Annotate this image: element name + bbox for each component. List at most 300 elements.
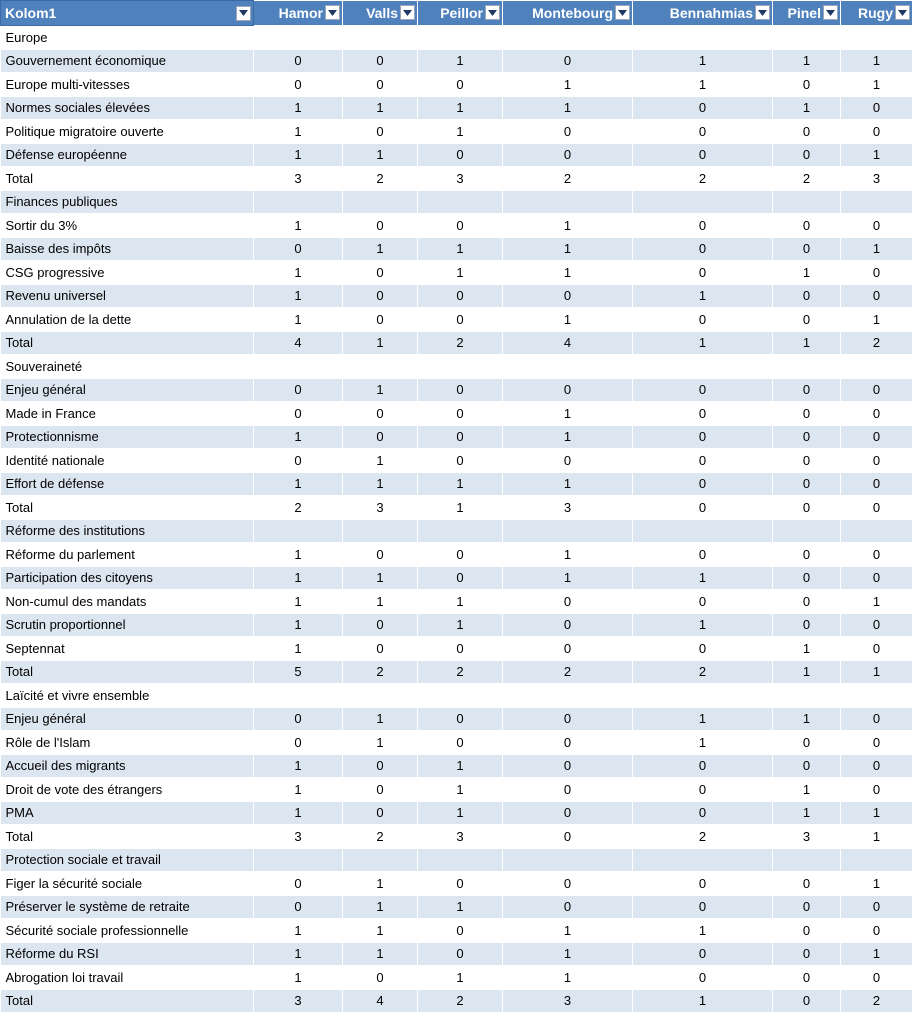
- value-cell[interactable]: 0: [343, 284, 418, 308]
- value-cell[interactable]: 1: [343, 872, 418, 896]
- value-cell[interactable]: 0: [773, 895, 841, 919]
- column-header-bennahmias[interactable]: [633, 1, 773, 26]
- value-cell[interactable]: 1: [418, 778, 503, 802]
- value-cell[interactable]: 1: [418, 496, 503, 520]
- value-cell[interactable]: 0: [773, 872, 841, 896]
- value-cell[interactable]: 1: [841, 308, 912, 332]
- row-label-cell[interactable]: Revenu universel: [1, 284, 254, 308]
- value-cell[interactable]: 0: [343, 120, 418, 144]
- value-cell[interactable]: 1: [254, 919, 343, 943]
- value-cell[interactable]: 0: [418, 308, 503, 332]
- row-label-cell[interactable]: Réforme des institutions: [1, 519, 254, 543]
- value-cell[interactable]: 3: [343, 496, 418, 520]
- value-cell[interactable]: 1: [418, 472, 503, 496]
- value-cell[interactable]: 1: [503, 966, 633, 990]
- value-cell[interactable]: 0: [773, 613, 841, 637]
- value-cell[interactable]: 0: [503, 143, 633, 167]
- row-label-cell[interactable]: Sécurité sociale professionnelle: [1, 919, 254, 943]
- value-cell[interactable]: 1: [633, 331, 773, 355]
- filter-dropdown-icon[interactable]: [615, 5, 630, 20]
- value-cell[interactable]: 1: [773, 96, 841, 120]
- value-cell[interactable]: 0: [343, 308, 418, 332]
- value-cell[interactable]: 0: [633, 637, 773, 661]
- value-cell[interactable]: 0: [773, 543, 841, 567]
- value-cell[interactable]: [633, 190, 773, 214]
- value-cell[interactable]: [841, 355, 912, 379]
- value-cell[interactable]: 0: [343, 754, 418, 778]
- value-cell[interactable]: 0: [418, 566, 503, 590]
- value-cell[interactable]: 1: [254, 425, 343, 449]
- value-cell[interactable]: [418, 355, 503, 379]
- value-cell[interactable]: 0: [418, 543, 503, 567]
- value-cell[interactable]: 0: [841, 966, 912, 990]
- row-label-cell[interactable]: Total: [1, 825, 254, 849]
- value-cell[interactable]: 0: [633, 214, 773, 238]
- value-cell[interactable]: 1: [254, 754, 343, 778]
- value-cell[interactable]: 1: [633, 613, 773, 637]
- value-cell[interactable]: 0: [343, 425, 418, 449]
- value-cell[interactable]: 0: [418, 449, 503, 473]
- value-cell[interactable]: [503, 190, 633, 214]
- value-cell[interactable]: [503, 355, 633, 379]
- value-cell[interactable]: 1: [503, 261, 633, 285]
- row-label-cell[interactable]: Figer la sécurité sociale: [1, 872, 254, 896]
- filter-dropdown-icon[interactable]: [823, 5, 838, 20]
- value-cell[interactable]: 0: [773, 942, 841, 966]
- value-cell[interactable]: [418, 684, 503, 708]
- value-cell[interactable]: 1: [343, 707, 418, 731]
- value-cell[interactable]: 0: [343, 637, 418, 661]
- value-cell[interactable]: 0: [633, 942, 773, 966]
- value-cell[interactable]: [343, 190, 418, 214]
- value-cell[interactable]: 1: [254, 120, 343, 144]
- value-cell[interactable]: 0: [343, 214, 418, 238]
- value-cell[interactable]: 0: [633, 120, 773, 144]
- row-label-cell[interactable]: Total: [1, 660, 254, 684]
- value-cell[interactable]: 0: [841, 214, 912, 238]
- row-label-cell[interactable]: Baisse des impôts: [1, 237, 254, 261]
- value-cell[interactable]: 0: [773, 754, 841, 778]
- value-cell[interactable]: 1: [343, 942, 418, 966]
- value-cell[interactable]: 0: [418, 919, 503, 943]
- value-cell[interactable]: 0: [254, 731, 343, 755]
- value-cell[interactable]: 1: [254, 778, 343, 802]
- value-cell[interactable]: 1: [633, 919, 773, 943]
- value-cell[interactable]: 0: [633, 496, 773, 520]
- value-cell[interactable]: [773, 190, 841, 214]
- value-cell[interactable]: 0: [841, 284, 912, 308]
- value-cell[interactable]: 2: [841, 989, 912, 1013]
- value-cell[interactable]: 1: [418, 801, 503, 825]
- row-label-cell[interactable]: Scrutin proportionnel: [1, 613, 254, 637]
- value-cell[interactable]: 1: [343, 237, 418, 261]
- value-cell[interactable]: 0: [841, 261, 912, 285]
- value-cell[interactable]: 0: [633, 402, 773, 426]
- value-cell[interactable]: 0: [343, 966, 418, 990]
- value-cell[interactable]: 0: [633, 378, 773, 402]
- value-cell[interactable]: 1: [841, 825, 912, 849]
- row-label-cell[interactable]: Total: [1, 496, 254, 520]
- value-cell[interactable]: [633, 684, 773, 708]
- value-cell[interactable]: 0: [841, 731, 912, 755]
- value-cell[interactable]: [503, 684, 633, 708]
- filter-dropdown-icon[interactable]: [895, 5, 910, 20]
- value-cell[interactable]: 1: [503, 402, 633, 426]
- value-cell[interactable]: [343, 355, 418, 379]
- value-cell[interactable]: 0: [841, 425, 912, 449]
- value-cell[interactable]: 1: [343, 449, 418, 473]
- value-cell[interactable]: 1: [841, 237, 912, 261]
- row-label-cell[interactable]: Total: [1, 331, 254, 355]
- value-cell[interactable]: 0: [418, 425, 503, 449]
- value-cell[interactable]: 0: [773, 308, 841, 332]
- value-cell[interactable]: [841, 190, 912, 214]
- value-cell[interactable]: 0: [254, 707, 343, 731]
- value-cell[interactable]: 0: [254, 73, 343, 97]
- value-cell[interactable]: 0: [418, 731, 503, 755]
- value-cell[interactable]: 1: [254, 543, 343, 567]
- value-cell[interactable]: 1: [633, 989, 773, 1013]
- value-cell[interactable]: 3: [841, 167, 912, 191]
- value-cell[interactable]: 1: [503, 566, 633, 590]
- value-cell[interactable]: 0: [503, 731, 633, 755]
- value-cell[interactable]: 0: [503, 801, 633, 825]
- value-cell[interactable]: [343, 519, 418, 543]
- value-cell[interactable]: [841, 684, 912, 708]
- value-cell[interactable]: [841, 26, 912, 50]
- value-cell[interactable]: 1: [841, 73, 912, 97]
- value-cell[interactable]: 0: [841, 919, 912, 943]
- value-cell[interactable]: 1: [633, 707, 773, 731]
- value-cell[interactable]: 0: [418, 73, 503, 97]
- value-cell[interactable]: 0: [773, 449, 841, 473]
- value-cell[interactable]: 1: [503, 73, 633, 97]
- value-cell[interactable]: 3: [418, 167, 503, 191]
- value-cell[interactable]: 0: [773, 73, 841, 97]
- row-label-cell[interactable]: Laïcité et vivre ensemble: [1, 684, 254, 708]
- value-cell[interactable]: 2: [343, 660, 418, 684]
- value-cell[interactable]: [418, 848, 503, 872]
- value-cell[interactable]: 0: [633, 754, 773, 778]
- value-cell[interactable]: 2: [633, 167, 773, 191]
- value-cell[interactable]: 0: [773, 566, 841, 590]
- value-cell[interactable]: 2: [633, 825, 773, 849]
- value-cell[interactable]: 3: [254, 167, 343, 191]
- value-cell[interactable]: 0: [773, 143, 841, 167]
- value-cell[interactable]: 0: [503, 449, 633, 473]
- value-cell[interactable]: 0: [503, 825, 633, 849]
- value-cell[interactable]: 1: [633, 73, 773, 97]
- value-cell[interactable]: 1: [254, 143, 343, 167]
- value-cell[interactable]: 0: [841, 895, 912, 919]
- row-label-cell[interactable]: Rôle de l'Islam: [1, 731, 254, 755]
- value-cell[interactable]: [418, 519, 503, 543]
- value-cell[interactable]: [254, 355, 343, 379]
- value-cell[interactable]: 1: [841, 801, 912, 825]
- value-cell[interactable]: 0: [633, 237, 773, 261]
- value-cell[interactable]: [254, 684, 343, 708]
- value-cell[interactable]: [503, 26, 633, 50]
- value-cell[interactable]: 1: [841, 143, 912, 167]
- value-cell[interactable]: 1: [503, 425, 633, 449]
- value-cell[interactable]: 0: [773, 402, 841, 426]
- column-header-rugy[interactable]: [841, 1, 912, 26]
- value-cell[interactable]: 0: [841, 613, 912, 637]
- value-cell[interactable]: 1: [254, 261, 343, 285]
- value-cell[interactable]: 1: [254, 966, 343, 990]
- value-cell[interactable]: 1: [343, 331, 418, 355]
- row-label-cell[interactable]: CSG progressive: [1, 261, 254, 285]
- value-cell[interactable]: 0: [841, 496, 912, 520]
- value-cell[interactable]: 0: [503, 778, 633, 802]
- value-cell[interactable]: 3: [418, 825, 503, 849]
- value-cell[interactable]: 0: [773, 237, 841, 261]
- row-label-cell[interactable]: Réforme du parlement: [1, 543, 254, 567]
- column-header-kolom1[interactable]: [1, 1, 254, 26]
- value-cell[interactable]: 0: [418, 707, 503, 731]
- value-cell[interactable]: [841, 848, 912, 872]
- value-cell[interactable]: 1: [343, 566, 418, 590]
- value-cell[interactable]: 0: [343, 801, 418, 825]
- value-cell[interactable]: 0: [633, 872, 773, 896]
- column-header-montebourg[interactable]: [503, 1, 633, 26]
- value-cell[interactable]: 2: [418, 660, 503, 684]
- value-cell[interactable]: [633, 355, 773, 379]
- value-cell[interactable]: 1: [503, 214, 633, 238]
- value-cell[interactable]: 0: [773, 919, 841, 943]
- value-cell[interactable]: 1: [841, 660, 912, 684]
- row-label-cell[interactable]: Europe: [1, 26, 254, 50]
- value-cell[interactable]: 1: [418, 613, 503, 637]
- row-label-cell[interactable]: Réforme du RSI: [1, 942, 254, 966]
- value-cell[interactable]: 0: [418, 402, 503, 426]
- value-cell[interactable]: 0: [503, 637, 633, 661]
- value-cell[interactable]: 5: [254, 660, 343, 684]
- value-cell[interactable]: 0: [254, 49, 343, 73]
- value-cell[interactable]: 0: [503, 613, 633, 637]
- column-header-valls[interactable]: [343, 1, 418, 26]
- value-cell[interactable]: 0: [418, 284, 503, 308]
- value-cell[interactable]: 1: [773, 660, 841, 684]
- value-cell[interactable]: 0: [633, 261, 773, 285]
- column-header-peillor[interactable]: [418, 1, 503, 26]
- filter-dropdown-icon[interactable]: [485, 5, 500, 20]
- value-cell[interactable]: 1: [254, 284, 343, 308]
- value-cell[interactable]: 1: [418, 754, 503, 778]
- value-cell[interactable]: 0: [841, 120, 912, 144]
- value-cell[interactable]: 1: [773, 331, 841, 355]
- value-cell[interactable]: 0: [633, 590, 773, 614]
- value-cell[interactable]: 0: [773, 214, 841, 238]
- row-label-cell[interactable]: Septennat: [1, 637, 254, 661]
- value-cell[interactable]: 1: [254, 801, 343, 825]
- row-label-cell[interactable]: Non-cumul des mandats: [1, 590, 254, 614]
- value-cell[interactable]: 0: [841, 543, 912, 567]
- value-cell[interactable]: 4: [343, 989, 418, 1013]
- value-cell[interactable]: [254, 848, 343, 872]
- value-cell[interactable]: 0: [773, 731, 841, 755]
- row-label-cell[interactable]: Enjeu général: [1, 707, 254, 731]
- value-cell[interactable]: 0: [503, 707, 633, 731]
- value-cell[interactable]: 1: [254, 637, 343, 661]
- value-cell[interactable]: [254, 26, 343, 50]
- value-cell[interactable]: 0: [841, 754, 912, 778]
- value-cell[interactable]: 0: [841, 472, 912, 496]
- value-cell[interactable]: 1: [343, 143, 418, 167]
- value-cell[interactable]: 1: [633, 284, 773, 308]
- value-cell[interactable]: 4: [254, 331, 343, 355]
- value-cell[interactable]: 2: [503, 660, 633, 684]
- row-label-cell[interactable]: Annulation de la dette: [1, 308, 254, 332]
- value-cell[interactable]: 1: [343, 378, 418, 402]
- value-cell[interactable]: 1: [254, 96, 343, 120]
- value-cell[interactable]: 0: [254, 378, 343, 402]
- value-cell[interactable]: 0: [633, 449, 773, 473]
- value-cell[interactable]: 0: [254, 872, 343, 896]
- value-cell[interactable]: 0: [503, 120, 633, 144]
- value-cell[interactable]: 2: [633, 660, 773, 684]
- value-cell[interactable]: 2: [841, 331, 912, 355]
- value-cell[interactable]: 1: [418, 590, 503, 614]
- value-cell[interactable]: [773, 848, 841, 872]
- value-cell[interactable]: 1: [418, 895, 503, 919]
- value-cell[interactable]: 2: [773, 167, 841, 191]
- value-cell[interactable]: 3: [773, 825, 841, 849]
- row-label-cell[interactable]: Participation des citoyens: [1, 566, 254, 590]
- value-cell[interactable]: 1: [773, 637, 841, 661]
- value-cell[interactable]: 0: [254, 895, 343, 919]
- value-cell[interactable]: 0: [343, 402, 418, 426]
- value-cell[interactable]: 1: [841, 872, 912, 896]
- value-cell[interactable]: 0: [418, 143, 503, 167]
- value-cell[interactable]: 1: [503, 96, 633, 120]
- value-cell[interactable]: 0: [503, 284, 633, 308]
- value-cell[interactable]: 0: [841, 96, 912, 120]
- column-header-hamor[interactable]: [254, 1, 343, 26]
- value-cell[interactable]: [773, 355, 841, 379]
- value-cell[interactable]: 0: [503, 49, 633, 73]
- row-label-cell[interactable]: Protectionnisme: [1, 425, 254, 449]
- value-cell[interactable]: 1: [343, 895, 418, 919]
- value-cell[interactable]: 1: [343, 472, 418, 496]
- value-cell[interactable]: 0: [418, 214, 503, 238]
- value-cell[interactable]: 0: [418, 872, 503, 896]
- row-label-cell[interactable]: Normes sociales élevées: [1, 96, 254, 120]
- value-cell[interactable]: 1: [254, 613, 343, 637]
- value-cell[interactable]: 0: [773, 989, 841, 1013]
- value-cell[interactable]: 0: [418, 378, 503, 402]
- value-cell[interactable]: 1: [503, 472, 633, 496]
- value-cell[interactable]: 0: [503, 872, 633, 896]
- value-cell[interactable]: 2: [343, 825, 418, 849]
- value-cell[interactable]: 1: [254, 942, 343, 966]
- filter-dropdown-icon[interactable]: [236, 6, 251, 21]
- row-label-cell[interactable]: Made in France: [1, 402, 254, 426]
- value-cell[interactable]: [254, 190, 343, 214]
- value-cell[interactable]: 0: [841, 449, 912, 473]
- value-cell[interactable]: 1: [503, 919, 633, 943]
- value-cell[interactable]: [633, 848, 773, 872]
- row-label-cell[interactable]: Abrogation loi travail: [1, 966, 254, 990]
- row-label-cell[interactable]: Finances publiques: [1, 190, 254, 214]
- filter-dropdown-icon[interactable]: [400, 5, 415, 20]
- value-cell[interactable]: 1: [841, 49, 912, 73]
- value-cell[interactable]: 0: [343, 261, 418, 285]
- value-cell[interactable]: [254, 519, 343, 543]
- row-label-cell[interactable]: Accueil des migrants: [1, 754, 254, 778]
- value-cell[interactable]: 1: [254, 308, 343, 332]
- value-cell[interactable]: 1: [343, 96, 418, 120]
- value-cell[interactable]: 0: [503, 895, 633, 919]
- value-cell[interactable]: 4: [503, 331, 633, 355]
- value-cell[interactable]: 1: [418, 237, 503, 261]
- value-cell[interactable]: 0: [773, 284, 841, 308]
- value-cell[interactable]: 0: [633, 96, 773, 120]
- value-cell[interactable]: 0: [773, 590, 841, 614]
- value-cell[interactable]: 0: [254, 449, 343, 473]
- value-cell[interactable]: [343, 848, 418, 872]
- value-cell[interactable]: 1: [254, 566, 343, 590]
- value-cell[interactable]: 1: [773, 801, 841, 825]
- value-cell[interactable]: 3: [254, 825, 343, 849]
- value-cell[interactable]: 0: [343, 613, 418, 637]
- value-cell[interactable]: 1: [418, 49, 503, 73]
- value-cell[interactable]: 0: [503, 754, 633, 778]
- value-cell[interactable]: 0: [633, 778, 773, 802]
- value-cell[interactable]: [773, 684, 841, 708]
- value-cell[interactable]: 1: [418, 96, 503, 120]
- value-cell[interactable]: 0: [773, 472, 841, 496]
- value-cell[interactable]: 0: [841, 778, 912, 802]
- value-cell[interactable]: [633, 26, 773, 50]
- row-label-cell[interactable]: Droit de vote des étrangers: [1, 778, 254, 802]
- value-cell[interactable]: 0: [841, 402, 912, 426]
- value-cell[interactable]: 0: [254, 237, 343, 261]
- value-cell[interactable]: 3: [503, 989, 633, 1013]
- value-cell[interactable]: [343, 684, 418, 708]
- value-cell[interactable]: [343, 26, 418, 50]
- value-cell[interactable]: 0: [841, 707, 912, 731]
- row-label-cell[interactable]: Effort de défense: [1, 472, 254, 496]
- value-cell[interactable]: 0: [633, 425, 773, 449]
- value-cell[interactable]: 1: [633, 566, 773, 590]
- value-cell[interactable]: 0: [841, 637, 912, 661]
- value-cell[interactable]: 0: [633, 472, 773, 496]
- value-cell[interactable]: 1: [503, 942, 633, 966]
- value-cell[interactable]: 1: [254, 472, 343, 496]
- value-cell[interactable]: 3: [503, 496, 633, 520]
- value-cell[interactable]: 1: [633, 731, 773, 755]
- row-label-cell[interactable]: Politique migratoire ouverte: [1, 120, 254, 144]
- value-cell[interactable]: 1: [841, 942, 912, 966]
- value-cell[interactable]: 0: [841, 378, 912, 402]
- value-cell[interactable]: 2: [418, 331, 503, 355]
- value-cell[interactable]: 0: [254, 402, 343, 426]
- value-cell[interactable]: 0: [633, 895, 773, 919]
- value-cell[interactable]: 2: [254, 496, 343, 520]
- value-cell[interactable]: 0: [418, 942, 503, 966]
- value-cell[interactable]: 1: [773, 778, 841, 802]
- row-label-cell[interactable]: Gouvernement économique: [1, 49, 254, 73]
- row-label-cell[interactable]: Europe multi-vitesses: [1, 73, 254, 97]
- value-cell[interactable]: 3: [254, 989, 343, 1013]
- value-cell[interactable]: 0: [773, 378, 841, 402]
- value-cell[interactable]: 1: [418, 120, 503, 144]
- value-cell[interactable]: 0: [343, 543, 418, 567]
- value-cell[interactable]: 1: [773, 707, 841, 731]
- row-label-cell[interactable]: Enjeu général: [1, 378, 254, 402]
- value-cell[interactable]: 1: [773, 261, 841, 285]
